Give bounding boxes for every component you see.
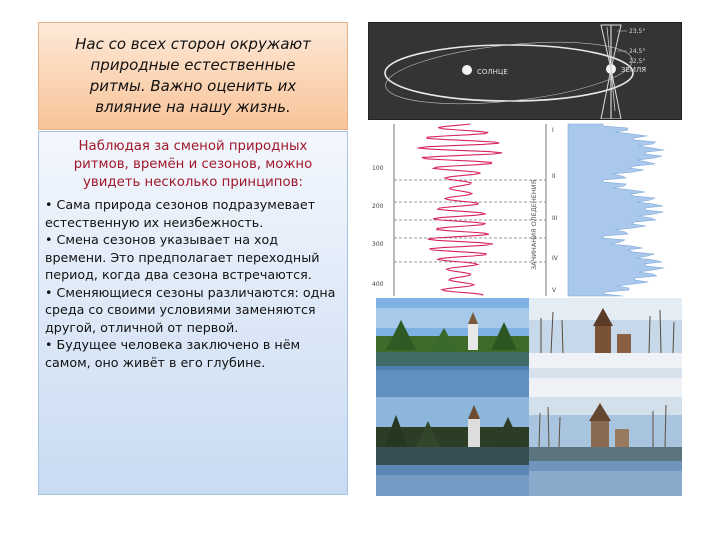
title-line: ритмы. Важно оценить их <box>89 77 297 95</box>
summer-landscape-photo <box>376 298 529 397</box>
climate-graph <box>368 120 682 298</box>
bullet-item: • Смена сезонов указывает на ход времени. Это предполагает переходный период, когда два сезона встречаются. <box>45 232 320 282</box>
y-tick-label: 200 <box>372 203 384 210</box>
bullet-item: • Сменяющиеся сезоны различаются: одна среда со своими условиями заменяются другой, отличной от первой. <box>45 284 336 335</box>
winter-landscape-photo <box>529 298 682 397</box>
bullet-item: • Будущее человека заключено в нём самом, оно живёт в его глубине. <box>45 337 301 370</box>
roman-tick-label: I <box>552 127 554 134</box>
roman-tick-label: V <box>552 287 557 294</box>
heading-line: Наблюдая за сменой природных <box>78 139 308 154</box>
body-heading <box>45 138 341 192</box>
earth-orbit-diagram <box>368 22 682 120</box>
temperature-curve <box>418 124 503 296</box>
roman-tick-label: III <box>552 215 558 222</box>
bullet-item: • Сама природа сезонов подразумевает естественную их неизбежность. <box>45 197 316 230</box>
y-tick-label: 300 <box>372 241 384 248</box>
title-line: влияние на нашу жизнь. <box>95 98 291 116</box>
orbit-ellipse <box>385 45 633 101</box>
angle-label-top: 23,5° <box>629 28 646 35</box>
title-line: природные естественные <box>90 56 296 74</box>
y-tick-labels <box>372 165 384 288</box>
heading-line: ритмов, времён и сезонов, можно <box>73 157 313 172</box>
roman-tick-label: II <box>552 173 556 180</box>
seasons-photo-collage <box>376 298 682 496</box>
body-text-box <box>38 131 348 495</box>
earth-label: ЗЕМЛЯ <box>621 66 647 74</box>
orbit-svg <box>369 23 682 120</box>
spring-landscape-photo <box>529 397 682 496</box>
autumn-landscape-photo <box>376 397 529 496</box>
angle-label-low: 22,5° <box>629 58 646 65</box>
title-box <box>38 22 348 130</box>
title-line: Нас со всех сторон окружают <box>75 35 311 53</box>
axis-caption: ЗАЧИНАНИЯ ОЛЕДЕНЕНИЯ <box>530 179 538 270</box>
roman-tick-label: IV <box>552 255 558 262</box>
angle-label-mid: 24,5° <box>629 48 646 55</box>
sun-icon <box>462 65 472 75</box>
y-tick-label: 100 <box>372 165 384 172</box>
y-tick-label: 400 <box>372 281 384 288</box>
sun-label: СОЛНЦЕ <box>477 68 508 76</box>
slide-title <box>75 34 311 118</box>
roman-tick-labels <box>552 127 559 294</box>
glaciation-area <box>568 124 664 296</box>
graph-svg <box>368 120 682 298</box>
heading-line: увидеть несколько принципов: <box>83 175 303 190</box>
